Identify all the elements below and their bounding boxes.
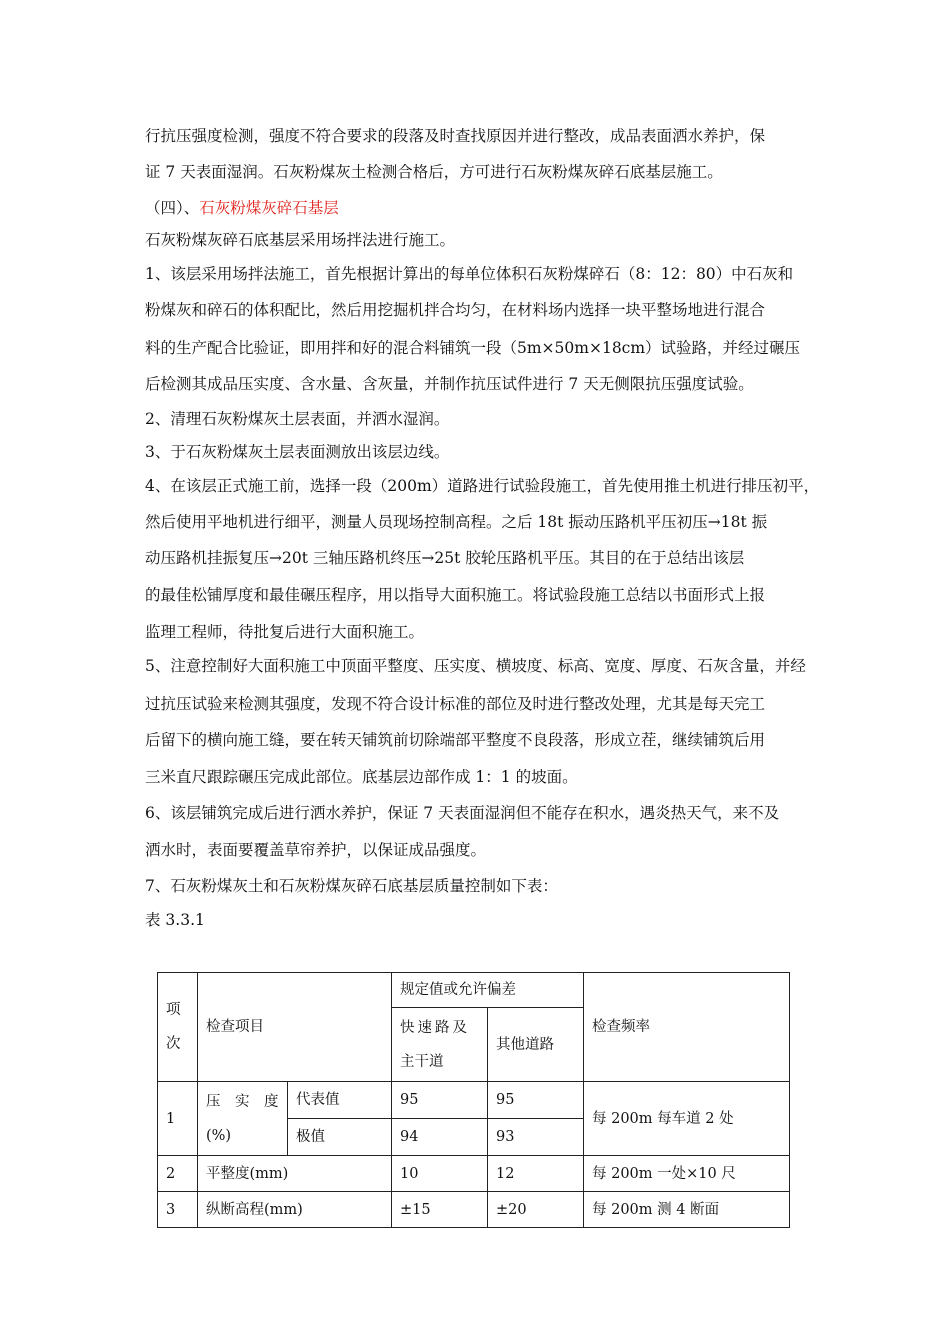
section-title: 石灰粉煤灰碎石基层 xyxy=(199,199,339,217)
table-row xyxy=(158,1156,790,1192)
paragraph-line: 6、该层铺筑完成后进行洒水养护，保证 7 天表面湿润但不能存在积水，遇炎热天气，来不及 xyxy=(145,804,780,822)
row-seq: 3 xyxy=(158,1192,198,1228)
table-row xyxy=(158,1082,790,1119)
row-frequency: 每 200m 测 4 断面 xyxy=(584,1192,790,1228)
paragraph-line: 洒水时，表面要覆盖草帘养护，以保证成品强度。 xyxy=(145,841,487,859)
paragraph-line: 4、在该层正式施工前，选择一段（200m）道路进行试验段施工，首先使用推土机进行排压初平， xyxy=(145,477,820,495)
row-other-value: 12 xyxy=(488,1156,584,1192)
table-header-row xyxy=(158,973,790,1008)
paragraph-line: 5、注意控制好大面积施工中顶面平整度、压实度、横坡度、标高、宽度、厚度、石灰含量，并经 xyxy=(145,657,806,675)
row-other-value: 93 xyxy=(488,1119,584,1156)
row-other-value: 95 xyxy=(488,1082,584,1119)
paragraph-line: 料的生产配合比验证，即用拌和好的混合料铺筑一段（5m×50m×18cm）试验路，并经过碾压 xyxy=(145,339,801,357)
paragraph-line: 石灰粉煤灰碎石底基层采用场拌法进行施工。 xyxy=(145,231,456,249)
row-seq: 1 xyxy=(158,1082,198,1156)
row-subitem: 极值 xyxy=(288,1119,392,1156)
paragraph-line: 1、该层采用场拌法施工，首先根据计算出的每单位体积石灰粉煤碎石（8：12：80）中石灰和 xyxy=(145,265,794,283)
row-expressway-value: ±15 xyxy=(392,1192,488,1228)
header-other-roads: 其他道路 xyxy=(488,1008,584,1082)
row-expressway-value: 10 xyxy=(392,1156,488,1192)
paragraph-line: 过抗压试验来检测其强度，发现不符合设计标准的部位及时进行整改处理，尤其是每天完工 xyxy=(145,695,766,713)
row-subitem: 代表值 xyxy=(288,1082,392,1119)
paragraph-line: 动压路机挂振复压→20t 三轴压路机终压→25t 胶轮压路机平压。其目的在于总结出该层 xyxy=(145,549,745,567)
paragraph-line: 后留下的横向施工缝，要在转天铺筑前切除端部平整度不良段落，形成立茬，继续铺筑后用 xyxy=(145,731,766,749)
paragraph-line: 粉煤灰和碎石的体积配比，然后用挖掘机拌合均匀，在材料场内选择一块平整场地进行混合 xyxy=(145,301,766,319)
table-caption: 表 3.3.1 xyxy=(145,911,205,929)
section-prefix: （四）、 xyxy=(145,199,200,217)
row-item: 平整度(mm) xyxy=(198,1156,392,1192)
paragraph-line: 3、于石灰粉煤灰土层表面测放出该层边线。 xyxy=(145,443,450,461)
table-row xyxy=(158,1192,790,1228)
row-expressway-value: 95 xyxy=(392,1082,488,1119)
row-seq: 2 xyxy=(158,1156,198,1192)
paragraph-line: 监理工程师，待批复后进行大面积施工。 xyxy=(145,623,425,641)
header-expressway: 快速路及 主干道 xyxy=(392,1008,488,1082)
paragraph-line: 的最佳松铺厚度和最佳碾压程序，用以指导大面积施工。将试验段施工总结以书面形式上报 xyxy=(145,586,766,604)
paragraph-line: 后检测其成品压实度、含水量、含灰量，并制作抗压试件进行 7 天无侧限抗压强度试验。 xyxy=(145,375,754,393)
row-item: 纵断高程(mm) xyxy=(198,1192,392,1228)
quality-control-table xyxy=(157,972,790,1228)
paragraph-line: 证 7 天表面湿润。石灰粉煤灰土检测合格后，方可进行石灰粉煤灰碎石底基层施工。 xyxy=(145,163,723,181)
paragraph-line: 三米直尺跟踪碾压完成此部位。底基层边部作成 1：1 的坡面。 xyxy=(145,768,578,786)
paragraph-line: 然后使用平地机进行细平，测量人员现场控制高程。之后 18t 振动压路机平压初压→18t 振 xyxy=(145,513,768,531)
row-frequency: 每 200m 每车道 2 处 xyxy=(584,1082,790,1156)
header-item: 检查项目 xyxy=(198,973,392,1082)
paragraph-line: 7、石灰粉煤灰土和石灰粉煤灰碎石底基层质量控制如下表： xyxy=(145,877,558,895)
paragraph-line: 行抗压强度检测，强度不符合要求的段落及时查找原因并进行整改，成品表面洒水养护，保 xyxy=(145,127,766,145)
row-expressway-value: 94 xyxy=(392,1119,488,1156)
row-item: 压 实 度 (%) xyxy=(198,1082,288,1156)
section-heading xyxy=(145,198,825,218)
row-frequency: 每 200m 一处×10 尺 xyxy=(584,1156,790,1192)
paragraph-line: 2、清理石灰粉煤灰土层表面，并洒水湿润。 xyxy=(145,410,450,428)
header-seq: 项 次 xyxy=(158,973,198,1082)
row-other-value: ±20 xyxy=(488,1192,584,1228)
header-frequency: 检查频率 xyxy=(584,973,790,1082)
header-tolerance: 规定值或允许偏差 xyxy=(392,973,584,1008)
